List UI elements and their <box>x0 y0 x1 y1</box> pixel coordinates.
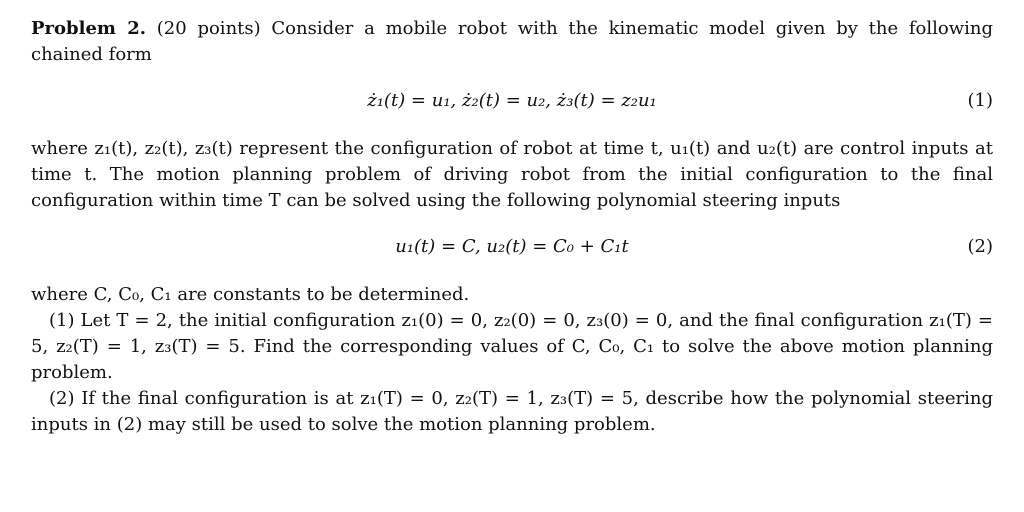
question-part-1: (1) Let T = 2, the initial configuration z₁(0) = 0, z₂(0) = 0, z₃(0) = 0, and the final configuration z₁(T) = 5, z₂(T) = 1, z₃(T) = 5. Find the corresponding values of C, C₀, C₁ to solve the above motion planning problem. <box>31 310 993 383</box>
problem-intro <box>31 16 993 68</box>
equation-2-number: (2) <box>967 236 993 257</box>
equation-1-number: (1) <box>967 90 993 111</box>
equation-2-body: u₁(t) = C, u₂(t) = C₀ + C₁t <box>395 236 629 257</box>
equation-1-body: ż₁(t) = u₁, ż₂(t) = u₂, ż₃(t) = z₂u₁ <box>367 90 657 111</box>
equation-1 <box>31 88 993 114</box>
problem-intro-text: (20 points) Consider a mobile robot with the kinematic model given by the following chained form <box>31 18 993 65</box>
problem-document <box>31 16 993 438</box>
question-part-2: (2) If the final configuration is at z₁(T) = 0, z₂(T) = 1, z₃(T) = 5, describe how the polynomial steering inputs in (2) may still be used to solve the motion planning problem. <box>31 388 993 435</box>
constants-paragraph: where C, C₀, C₁ are constants to be determined. <box>31 284 470 305</box>
equation-2 <box>31 234 993 260</box>
problem-heading: Problem 2. <box>31 18 147 39</box>
configuration-paragraph: where z₁(t), z₂(t), z₃(t) represent the configuration of robot at time t, u₁(t) and u₂(t) are control inputs at time t. The motion planning problem of driving robot from the initial configuration to the final configuration within time T can be solved using the following polynomial steering inputs <box>31 138 993 211</box>
